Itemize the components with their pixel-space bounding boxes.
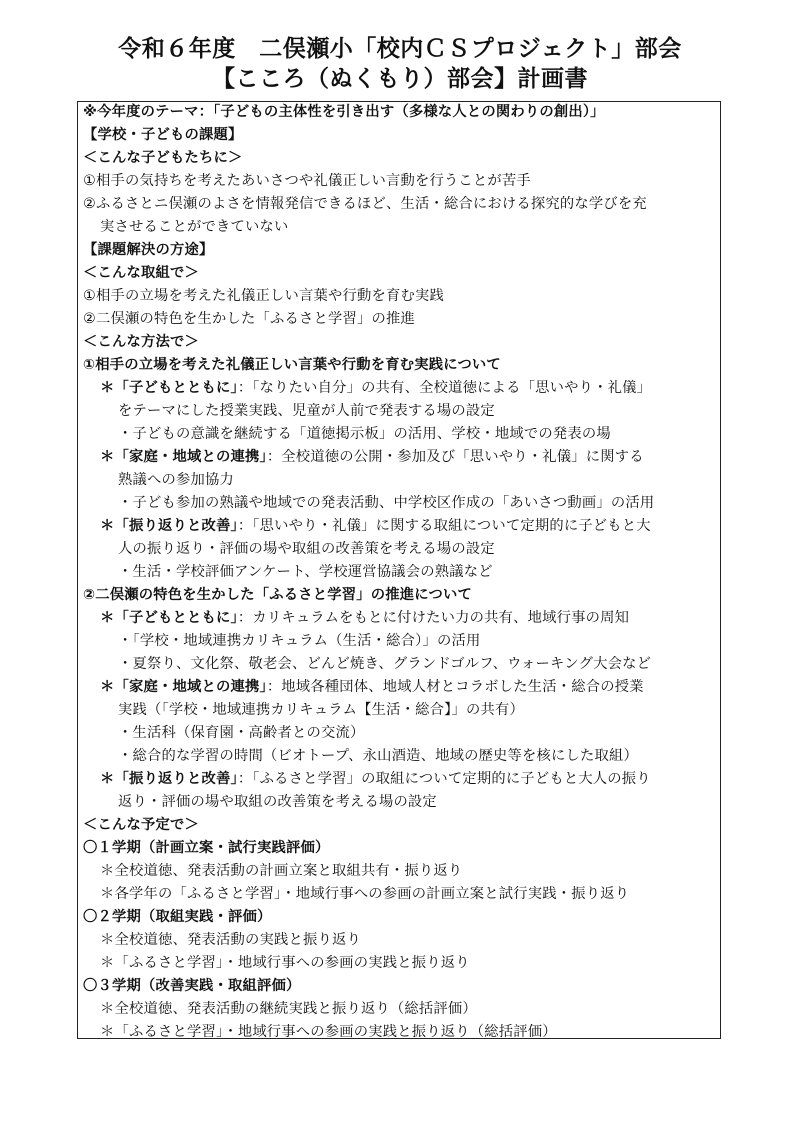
approach-2: ②二俣瀬の特色を生かした「ふるさと学習」の推進 [83,311,415,327]
term2-item1: ＊全校道徳、発表活動の実践と振り返り [100,932,361,948]
issues-heading: 【学校・子どもの課題】 [83,127,243,143]
method2-review-item [100,770,651,788]
approach-1: ①相手の立場を考えた礼儀正しい言葉や行動を育む実践 [83,288,444,304]
method1-children-item [100,379,651,397]
solution-heading: 【課題解決の方途】 [83,242,214,258]
term2-item2: ＊「ふるさと学習」・地域行事への参画の実践と振り返り [100,955,470,971]
document-title-line1: 令和６年度 二俣瀬小「校内ＣＳプロジェクト」部会 [118,36,682,62]
issue-1: ①相手の気持ちを考えたあいさつや礼儀正しい言動を行うことが苦手 [83,173,531,189]
method2-children-item [100,609,629,627]
term3-heading: 〇３学期（改善実践・取組評価） [83,978,301,994]
method2-community-item [100,678,644,696]
method1-community-line2: 熟議への参加協力 [118,472,234,488]
document-title-line2: 【こころ（ぬくもり）部会】計画書 [212,66,588,92]
method1-review-label: ＊「振り返りと改善」 [100,518,238,534]
method-heading: ＜こんな方法で＞ [83,334,199,350]
method1-children-line2: をテーマにした授業実践、児童が人前で発表する場の設定 [118,403,495,419]
method2-children-label: ＊「子どもとともに」 [100,610,238,626]
issue-2-line1: ②ふるさとニ俣瀬のよさを情報発信できるほど、生活・総合における探究的な学びを充 [83,196,647,212]
method2-children-bullet1: ・「学校・地域連携カリキュラム（生活・総合）」の活用 [118,633,481,649]
method2-community-bullet1: ・生活科（保育園・高齢者との交流） [118,725,365,741]
method1-community-label: ＊「家庭・地域との連携」 [100,449,267,465]
term3-item2: ＊「ふるさと学習」・地域行事への参画の実践と振り返り（総括評価） [100,1024,557,1040]
method1-review-bullet: ・生活・学校評価アンケート、学校運営協議会の熟議など [118,564,493,580]
children-heading: ＜こんな子どもたちに＞ [83,150,243,166]
method2-children-text: ：カリキュラムをもとに付けたい力の共有、地域行事の周知 [237,610,630,626]
method1-children-bullet: ・子どもの意識を継続する「道徳掲示板」の活用、学校・地域での発表の場 [118,426,611,442]
term1-item1: ＊全校道徳、発表活動の計画立案と取組共有・振り返り [100,863,463,879]
method1-community-item [100,448,644,466]
theme-line: ※今年度のテーマ：「子どもの主体性を引き出す（多様な人との関わりの創出）」 [83,104,605,120]
method1-heading: ①相手の立場を考えた礼儀正しい言葉や行動を育む実践について [83,357,501,373]
method2-community-label: ＊「家庭・地域との連携」 [100,679,267,695]
method1-children-label: ＊「子どもとともに」 [100,380,238,396]
schedule-heading: ＜こんな予定で＞ [83,817,199,833]
approach-heading: ＜こんな取組で＞ [83,265,199,281]
method2-review-text: ：「ふるさと学習」の取組について定期的に子どもと大人の振り [237,771,651,787]
method1-community-bullet: ・子ども参加の熟議や地域での発表活動、中学校区作成の「あいさつ動画」の活用 [118,495,655,511]
method2-community-line2: 実践（「学校・地域連携カリキュラム【生活・総合】」の共有） [118,702,524,718]
term2-heading: 〇２学期（取組実践・評価） [83,909,272,925]
method1-review-line2: 人の振り返り・評価の場や取組の改善策を考える場の設定 [118,541,495,557]
term1-heading: 〇１学期（計画立案・試行実践評価） [83,840,330,856]
method1-children-text: ：「なりたい自分」の共有、全校道徳による「思いやり・礼儀」 [237,380,652,396]
method2-children-bullet2: ・夏祭り、文化祭、敬老会、どんど焼き、グランドゴルフ、ウォーキング大会など [118,656,652,672]
term1-item2: ＊各学年の「ふるさと学習」・地域行事への参画の計画立案と試行実践・振り返り [100,886,630,902]
method2-review-line2: 返り・評価の場や取組の改善策を考える場の設定 [118,794,437,810]
method1-review-text: ：「思いやり・礼儀」に関する取組について定期的に子どもと大 [237,518,651,534]
method2-heading: ②二俣瀬の特色を生かした「ふるさと学習」の推進について [83,587,472,603]
method1-review-item [100,517,651,535]
method2-community-text: ：地域各種団体、地域人材とコラボした生活・総合の授業 [266,679,644,695]
method1-community-text: ：全校道徳の公開・参加及び「思いやり・礼儀」に関する [266,449,644,465]
method2-review-label: ＊「振り返りと改善」 [100,771,238,787]
method2-community-bullet2: ・総合的な学習の時間（ビオトープ、永山酒造、地域の歴史等を核にした取組） [118,748,639,764]
issue-2-line2: 実させることができていない [100,219,289,235]
term3-item1: ＊全校道徳、発表活動の継続実践と振り返り（総括評価） [100,1001,477,1017]
